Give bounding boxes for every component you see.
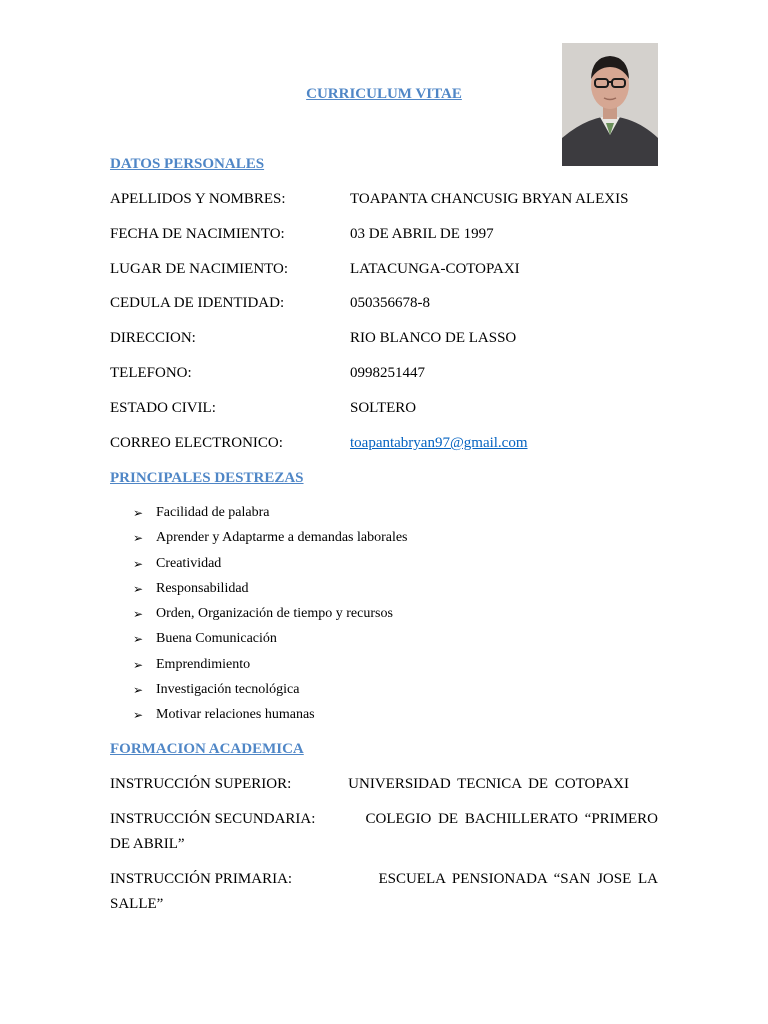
personal-row-id — [110, 295, 658, 315]
arrow-bullet-icon: ➢ — [133, 506, 144, 520]
field-label: LUGAR DE NACIMIENTO: — [110, 261, 289, 277]
field-label: INSTRUCCIÓN SUPERIOR: — [110, 776, 292, 792]
field-value: LATACUNGA-COTOPAXI — [350, 261, 520, 277]
skill-text: Creatividad — [156, 555, 222, 571]
personal-row-email — [110, 435, 658, 455]
profile-photo — [562, 43, 658, 166]
field-value: SOLTERO — [350, 400, 417, 416]
section-heading-education: FORMACION ACADEMICA — [110, 741, 304, 757]
field-label: INSTRUCCIÓN PRIMARIA: — [110, 871, 293, 887]
arrow-bullet-icon: ➢ — [133, 708, 144, 723]
section-heading-personal: DATOS PERSONALES — [110, 156, 265, 172]
field-label: ESTADO CIVIL: — [110, 400, 216, 416]
arrow-bullet-icon: ➢ — [133, 531, 144, 546]
personal-row-name — [110, 191, 658, 211]
skill-text: Motivar relaciones humanas — [156, 707, 315, 723]
list-item — [133, 505, 408, 530]
personal-row-phone — [110, 365, 658, 385]
field-label: INSTRUCCIÓN SECUNDARIA: — [110, 811, 316, 827]
field-label: TELEFONO: — [110, 365, 192, 381]
list-item — [133, 581, 408, 606]
list-item — [133, 707, 408, 732]
document-title: CURRICULUM VITAE — [306, 86, 462, 102]
list-item — [133, 606, 408, 631]
field-value: COLEGIO DE BACHILLERATO “PRIMERO — [365, 811, 658, 827]
arrow-bullet-icon: ➢ — [133, 556, 144, 571]
field-value: 03 DE ABRIL DE 1997 — [350, 226, 494, 242]
education-row-primary — [110, 867, 658, 917]
skill-text: Responsabilidad — [156, 580, 249, 596]
field-value: TOAPANTA CHANCUSIG BRYAN ALEXIS — [350, 191, 629, 207]
education-row-secondary — [110, 807, 658, 857]
email-link[interactable]: toapantabryan97@gmail.com — [350, 435, 528, 451]
field-value-continuation: SALLE” — [110, 896, 164, 912]
skill-text: Orden, Organización de tiempo y recursos — [156, 606, 393, 622]
list-item — [133, 682, 408, 707]
skill-text: Aprender y Adaptarme a demandas laborales — [156, 530, 408, 546]
personal-row-birthdate — [110, 226, 658, 246]
skill-text: Investigación tecnológica — [156, 682, 300, 698]
arrow-bullet-icon: ➢ — [133, 607, 144, 622]
field-label: APELLIDOS Y NOMBRES: — [110, 191, 286, 207]
personal-row-birthplace — [110, 261, 658, 281]
field-label: FECHA DE NACIMIENTO: — [110, 226, 285, 242]
field-value-continuation: DE ABRIL” — [110, 836, 185, 852]
section-heading-skills: PRINCIPALES DESTREZAS — [110, 470, 304, 486]
list-item — [133, 657, 408, 682]
list-item — [133, 556, 408, 581]
arrow-bullet-icon: ➢ — [133, 683, 144, 698]
list-item — [133, 530, 408, 555]
skills-list — [133, 505, 408, 733]
arrow-bullet-icon: ➢ — [133, 581, 144, 596]
personal-row-civil-status — [110, 400, 658, 420]
skill-text: Buena Comunicación — [156, 631, 277, 647]
field-value: 0998251447 — [350, 365, 425, 381]
arrow-bullet-icon: ➢ — [133, 657, 144, 672]
field-label: CEDULA DE IDENTIDAD: — [110, 295, 285, 311]
field-value: UNIVERSIDAD TECNICA DE COTOPAXI — [348, 776, 629, 792]
field-value: ESCUELA PENSIONADA “SAN JOSE LA — [378, 871, 658, 887]
list-item — [133, 631, 408, 656]
skill-text: Emprendimiento — [156, 656, 251, 672]
field-label: CORREO ELECTRONICO: — [110, 435, 283, 451]
personal-row-address — [110, 330, 658, 350]
skill-text: Facilidad de palabra — [156, 505, 270, 520]
arrow-bullet-icon: ➢ — [133, 632, 144, 647]
education-row-higher — [110, 772, 658, 797]
field-label: DIRECCION: — [110, 330, 196, 346]
field-value: RIO BLANCO DE LASSO — [350, 330, 517, 346]
field-value: 050356678-8 — [350, 295, 430, 311]
